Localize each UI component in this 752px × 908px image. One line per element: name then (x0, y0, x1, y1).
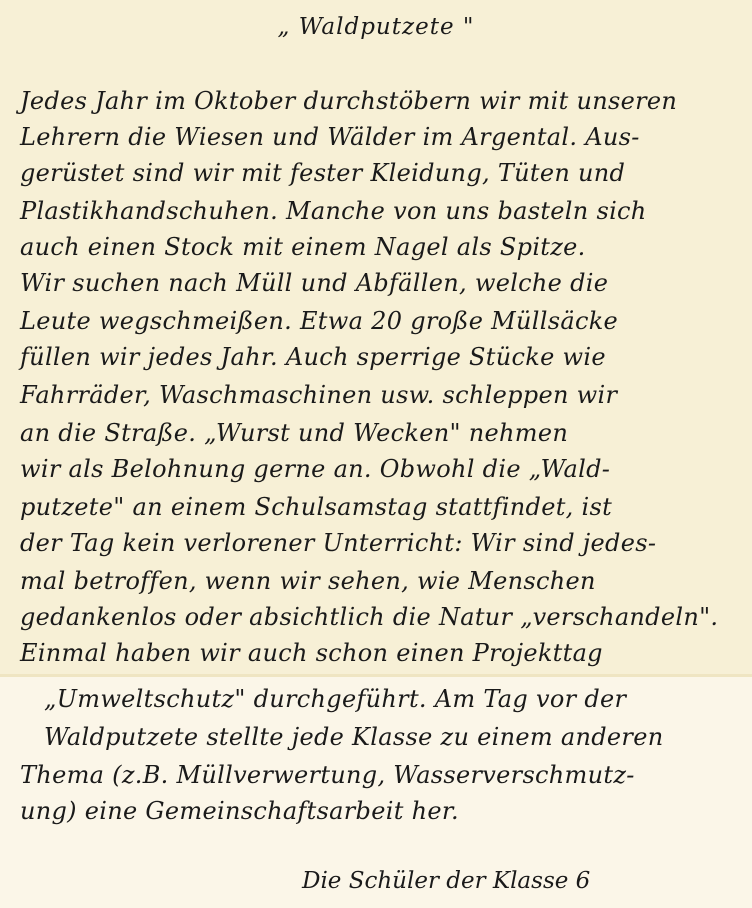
signature: Die Schüler der Klasse 6 (302, 868, 591, 894)
text-line: Fahrräder, Waschmaschinen usw. schleppen wir (20, 381, 618, 409)
text-line: „Umweltschutz" durchgeführt. Am Tag vor der (44, 685, 627, 713)
text-line: mal betroffen, wenn wir sehen, wie Menschen (20, 567, 596, 595)
paper-seam (0, 674, 752, 677)
document-title: „ Waldputzete " (277, 14, 475, 40)
text-line: Einmal haben wir auch schon einen Projekttag (20, 639, 603, 667)
text-line: auch einen Stock mit einem Nagel als Spitze. (20, 233, 586, 261)
text-line: Lehrern die Wiesen und Wälder im Argental. Aus- (20, 123, 640, 151)
text-line: Plastikhandschuhen. Manche von uns basteln sich (20, 197, 647, 225)
text-line: ung) eine Gemeinschaftsarbeit her. (20, 797, 459, 825)
text-line: an die Straße. „Wurst und Wecken" nehmen (20, 419, 569, 447)
text-line: Waldputzete stellte jede Klasse zu einem anderen (44, 723, 664, 751)
text-line: Thema (z.B. Müllverwertung, Wasserverschmutz- (20, 761, 635, 789)
text-line: füllen wir jedes Jahr. Auch sperrige Stücke wie (20, 343, 606, 371)
text-line: putzete" an einem Schulsamstag stattfindet, ist (20, 493, 613, 521)
text-line: Jedes Jahr im Oktober durchstöbern wir mit unseren (20, 87, 678, 115)
text-line: Leute wegschmeißen. Etwa 20 große Müllsäcke (20, 307, 619, 335)
text-line: der Tag kein verlorener Unterricht: Wir sind jedes- (20, 529, 657, 557)
text-line: Wir suchen nach Müll und Abfällen, welche die (20, 269, 609, 297)
text-line: gedankenlos oder absichtlich die Natur „verschandeln". (20, 603, 719, 631)
text-line: gerüstet sind wir mit fester Kleidung, Tüten und (20, 159, 626, 187)
text-line: wir als Belohnung gerne an. Obwohl die „Wald- (20, 455, 611, 483)
